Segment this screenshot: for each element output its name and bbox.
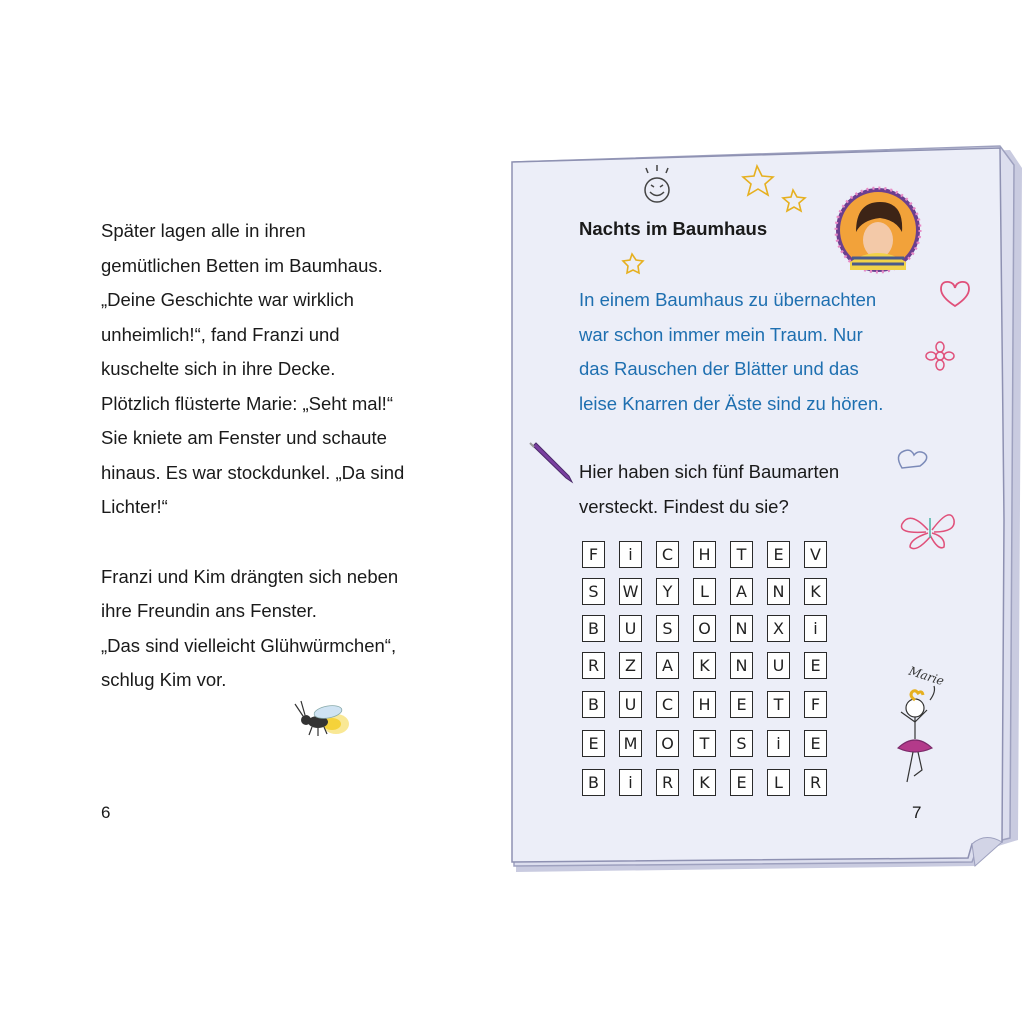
grid-cell: R [804, 769, 827, 796]
grid-cell: K [693, 769, 716, 796]
grid-row [582, 615, 827, 652]
grid-cell: M [619, 730, 642, 757]
left-line: Lichter!“ [101, 496, 168, 517]
grid-cell: B [582, 691, 605, 718]
grid-cell: K [693, 652, 716, 679]
task-line: versteckt. Findest du sie? [579, 495, 789, 517]
left-line: hinaus. Es war stockdunkel. „Da sind [101, 461, 405, 483]
grid-row [582, 541, 827, 578]
intro-text [579, 283, 924, 421]
intro-line: war schon immer mein Traum. Nur [579, 323, 863, 345]
grid-cell: F [804, 691, 827, 718]
grid-cell: F [582, 541, 605, 568]
grid-cell: H [693, 691, 716, 718]
intro-line: das Rauschen der Blätter und das [579, 358, 859, 379]
grid-cell: N [730, 652, 753, 679]
left-line: ihre Freundin ans Fenster. [101, 600, 317, 621]
grid-row [582, 769, 827, 806]
grid-cell: C [656, 691, 679, 718]
grid-cell: N [730, 615, 753, 642]
grid-cell: i [619, 541, 642, 568]
grid-cell: E [730, 769, 753, 796]
left-line: Plötzlich flüsterte Marie: „Seht mal!“ [101, 392, 393, 414]
grid-cell: T [693, 730, 716, 757]
grid-cell: i [619, 769, 642, 796]
grid-cell: B [582, 769, 605, 796]
grid-cell: C [656, 541, 679, 568]
left-line: „Deine Geschichte war wirklich [101, 289, 354, 310]
grid-cell: H [693, 541, 716, 568]
grid-cell: O [693, 615, 716, 642]
word-search-grid [582, 541, 827, 806]
grid-cell: Y [656, 578, 679, 605]
grid-cell: E [804, 730, 827, 757]
grid-cell: U [767, 652, 790, 679]
grid-cell: A [730, 578, 753, 605]
intro-line: leise Knarren der Äste sind zu hören. [579, 392, 884, 414]
grid-row [582, 578, 827, 615]
grid-cell: Z [619, 652, 642, 679]
left-page-text [101, 214, 481, 698]
grid-cell: R [656, 769, 679, 796]
grid-cell: B [582, 615, 605, 642]
firefly-illustration [280, 694, 360, 744]
grid-cell: S [582, 578, 605, 605]
left-line: Später lagen alle in ihren [101, 220, 306, 241]
grid-cell: E [582, 730, 605, 757]
grid-row [582, 652, 827, 689]
grid-cell: E [767, 541, 790, 568]
grid-cell: U [619, 691, 642, 718]
left-line: unheimlich!“, fand Franzi und [101, 323, 340, 345]
grid-cell: A [656, 652, 679, 679]
grid-cell: E [730, 691, 753, 718]
grid-cell: L [767, 769, 790, 796]
grid-cell: i [804, 615, 827, 642]
author-avatar [836, 188, 920, 272]
left-line: gemütlichen Betten im Baumhaus. [101, 254, 383, 276]
page-number-right: 7 [912, 803, 922, 822]
page-title: Nachts im Baumhaus [579, 218, 768, 239]
grid-cell: N [767, 578, 790, 605]
grid-cell: X [767, 615, 790, 642]
grid-cell: O [656, 730, 679, 757]
grid-cell: R [582, 652, 605, 679]
grid-cell: L [693, 578, 716, 605]
grid-cell: E [804, 652, 827, 679]
signature-marie: Marie [907, 663, 946, 689]
grid-cell: T [730, 541, 753, 568]
grid-cell: T [767, 691, 790, 718]
grid-row [582, 730, 827, 767]
left-line: Franzi und Kim drängten sich neben [101, 565, 399, 587]
task-text [579, 455, 879, 524]
task-line: Hier haben sich fünf Baumarten [579, 461, 840, 482]
grid-cell: i [767, 730, 790, 757]
left-line: Sie kniete am Fenster und schaute [101, 427, 387, 448]
grid-cell: U [619, 615, 642, 642]
grid-cell: V [804, 541, 827, 568]
intro-line: In einem Baumhaus zu übernachten [579, 289, 877, 310]
grid-row [582, 691, 827, 728]
left-line: „Das sind vielleicht Glühwürmchen“, [101, 634, 397, 656]
grid-cell: W [619, 578, 642, 605]
grid-cell: S [656, 615, 679, 642]
grid-cell: K [804, 578, 827, 605]
left-line: schlug Kim vor. [101, 669, 227, 690]
page-number-left: 6 [101, 803, 111, 822]
left-line: kuschelte sich in ihre Decke. [101, 358, 336, 379]
grid-cell: S [730, 730, 753, 757]
